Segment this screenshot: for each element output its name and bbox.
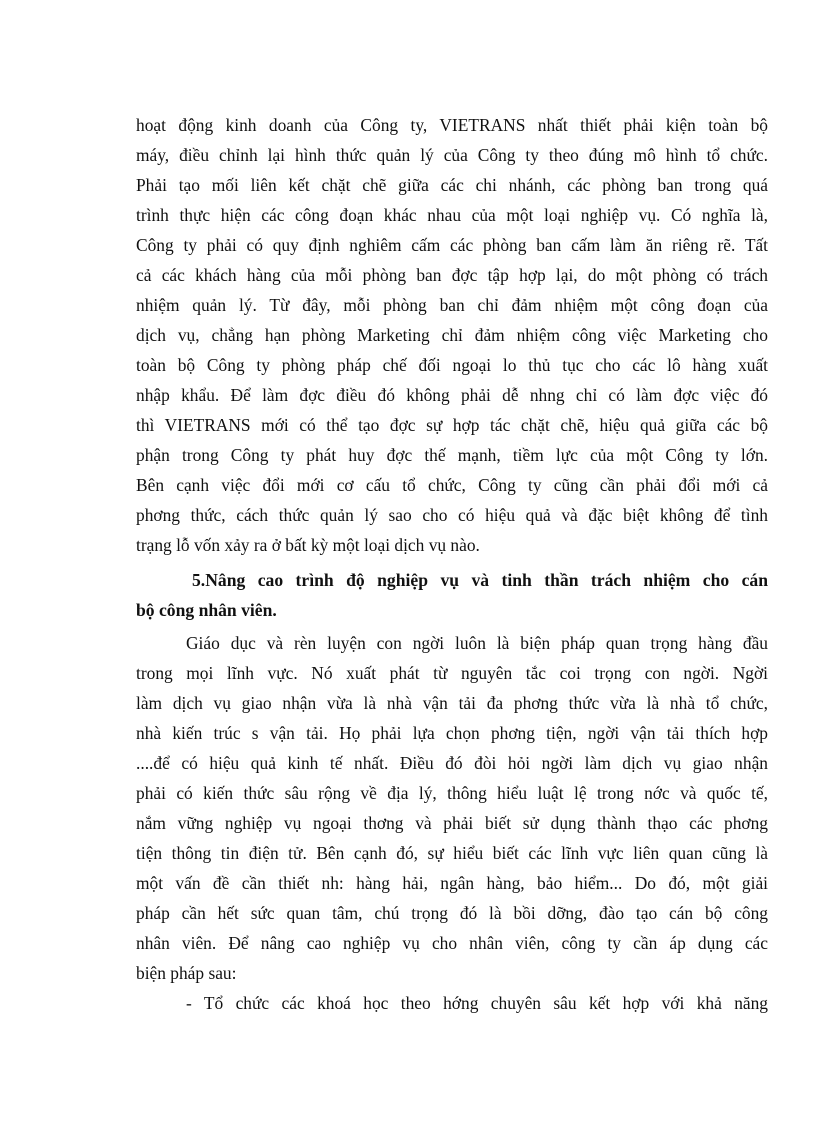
paragraph-line: toàn bộ Công ty phòng pháp chế đối ngoại lo thủ tục cho các lô hàng xuất: [136, 355, 768, 375]
paragraph-line: cả các khách hàng của mỗi phòng ban đợc tập hợp lại, do một phòng có trách: [136, 265, 768, 285]
paragraph-line: nhập khẩu. Để làm đợc điều đó không phải dễ nhng chỉ có làm đợc việc đó: [136, 385, 768, 405]
bullet-item: - Tổ chức các khoá học theo hớng chuyên sâu kết hợp với khả năng: [186, 993, 768, 1013]
paragraph-line: Bên cạnh việc đổi mới cơ cấu tổ chức, Công ty cũng cần phải đổi mới cả: [136, 475, 768, 495]
paragraph-line: hoạt động kinh doanh của Công ty, VIETRANS nhất thiết phải kiện toàn bộ: [136, 115, 768, 135]
paragraph-line: trạng lỗ vốn xảy ra ở bất kỳ một loại dịch vụ nào.: [136, 535, 480, 555]
paragraph-line: làm dịch vụ giao nhận vừa là nhà vận tải đa phơng thức vừa là nhà tổ chức,: [136, 693, 768, 713]
paragraph-line: biện pháp sau:: [136, 963, 237, 983]
paragraph-line: dịch vụ, chẳng hạn phòng Marketing chỉ đảm nhiệm công việc Marketing cho: [136, 325, 768, 345]
paragraph-line: máy, điều chỉnh lại hình thức quản lý của Công ty theo đúng mô hình tổ chức.: [136, 145, 768, 165]
paragraph-line: một vấn đề cần thiết nh: hàng hải, ngân hàng, bảo hiểm... Do đó, một giải: [136, 873, 768, 893]
paragraph-line: phải có kiến thức sâu rộng về địa lý, thông hiểu luật lệ trong nớc và quốc tế,: [136, 783, 768, 803]
paragraph-line: Công ty phải có quy định nghiêm cấm các phòng ban cấm làm ăn riêng rẽ. Tất: [136, 235, 768, 255]
paragraph-line: pháp cần hết sức quan tâm, chú trọng đó là bồi dỡng, đào tạo cán bộ công: [136, 903, 768, 923]
paragraph-line: Giáo dục và rèn luyện con ngời luôn là biện pháp quan trọng hàng đầu: [186, 633, 768, 653]
paragraph-line: nhà kiến trúc s vận tải. Họ phải lựa chọn phơng tiện, ngời vận tải thích hợp: [136, 723, 768, 743]
paragraph-line: tiện thông tin điện tử. Bên cạnh đó, sự hiểu biết các lĩnh vực liên quan cũng là: [136, 843, 768, 863]
section-heading: bộ công nhân viên.: [136, 600, 277, 620]
paragraph-line: phận trong Công ty phát huy đợc thế mạnh, tiềm lực của một Công ty lớn.: [136, 445, 768, 465]
paragraph-line: trình thực hiện các công đoạn khác nhau của một loại nghiệp vụ. Có nghĩa là,: [136, 205, 768, 225]
paragraph-line: trong mọi lĩnh vực. Nó xuất phát từ nguyên tắc coi trọng con ngời. Ngời: [136, 663, 768, 683]
paragraph-line: nắm vững nghiệp vụ ngoại thơng và phải biết sử dụng thành thạo các phơng: [136, 813, 768, 833]
paragraph-line: Phải tạo mối liên kết chặt chẽ giữa các chi nhánh, các phòng ban trong quá: [136, 175, 768, 195]
paragraph-line: thì VIETRANS mới có thể tạo đợc sự hợp tác chặt chẽ, hiệu quả giữa các bộ: [136, 415, 768, 435]
paragraph-line: ....để có hiệu quả kinh tế nhất. Điều đó đòi hỏi ngời làm dịch vụ giao nhận: [136, 753, 768, 773]
paragraph-line: nhân viên. Để nâng cao nghiệp vụ cho nhân viên, công ty cần áp dụng các: [136, 933, 768, 953]
paragraph-line: nhiệm quản lý. Từ đây, mỗi phòng ban chỉ đảm nhiệm một công đoạn của: [136, 295, 768, 315]
section-heading: 5.Nâng cao trình độ nghiệp vụ và tinh thần trách nhiệm cho cán: [192, 570, 768, 590]
paragraph-line: phơng thức, cách thức quản lý sao cho có hiệu quả và đặc biệt không để tình: [136, 505, 768, 525]
